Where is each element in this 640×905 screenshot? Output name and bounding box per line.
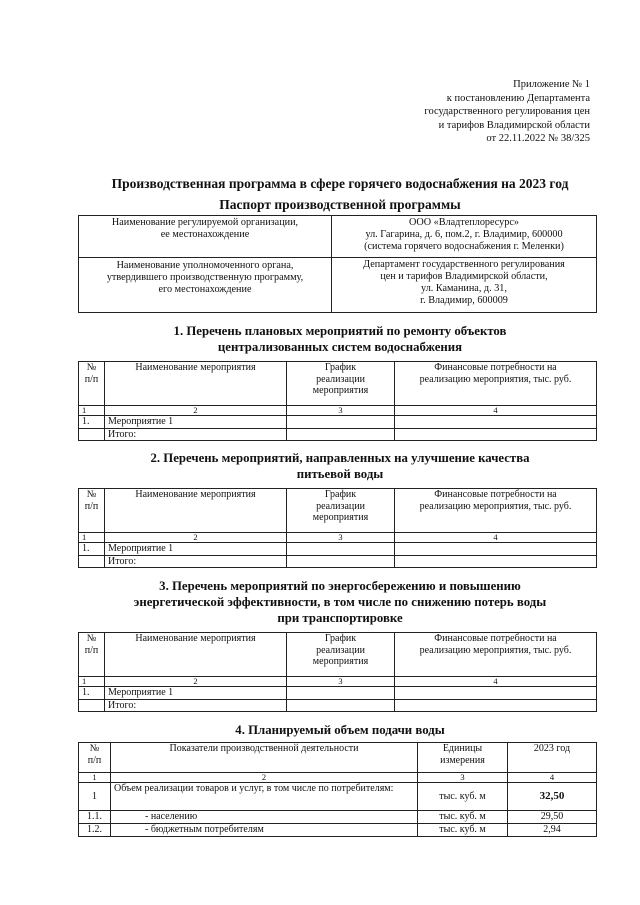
appendix-line: и тарифов Владимирской области: [438, 119, 590, 131]
appendix-line: государственного регулирования цен: [424, 106, 590, 117]
table-row: Итого:: [79, 699, 597, 712]
appendix-line: Приложение № 1: [513, 79, 590, 90]
appendix-block: [380, 78, 590, 146]
passport-label: Наименование регулируемой организации, ее местонахождение: [79, 216, 332, 258]
header-cell: 2023 год: [508, 743, 597, 773]
table-row: 1. Мероприятие 1: [79, 687, 597, 700]
header-cell: Наименование мероприятия: [105, 362, 287, 406]
header-cell: № п/п: [79, 489, 105, 533]
passport-row: [79, 216, 597, 258]
header-cell: Единицы измерения: [418, 743, 508, 773]
table-row: 1. Мероприятие 1: [79, 416, 597, 429]
header-cell: Показатели производственной деятельности: [111, 743, 418, 773]
header-cell: График реализации мероприятия: [287, 489, 395, 533]
document-title: Производственная программа в сфере горячего водоснабжения на 2023 год: [111, 176, 569, 191]
header-cell: Наименование мероприятия: [105, 633, 287, 677]
section1-heading: 1. Перечень плановых мероприятий по ремонту объектов централизованных систем водоснабжения: [173, 324, 507, 354]
section1-table: [78, 361, 597, 441]
passport-value: ООО «Владтеплоресурс» ул. Гагарина, д. 6, пом.2, г. Владимир, 600000 (система горячего водоснабжения г. Меленки): [332, 216, 597, 258]
column-number-row: 1 2 3 4: [79, 533, 597, 543]
header-cell: № п/п: [79, 362, 105, 406]
section3-heading: 3. Перечень мероприятий по энергосбережению и повышению энергетической эффективности, в том числе по снижению потерь воды при транспортировке: [133, 579, 547, 625]
section2-heading: 2. Перечень мероприятий, направленных на улучшение качества питьевой воды: [150, 451, 530, 481]
appendix-line: к постановлению Департамента: [446, 92, 590, 104]
passport-row: [79, 258, 597, 313]
table-row: 1. Мероприятие 1: [79, 543, 597, 556]
table-header-row: [79, 633, 597, 677]
passport-value: Департамент государственного регулирования цен и тарифов Владимирской области, ул. Каманина, д. 31, г. Владимир, 600009: [332, 258, 597, 313]
table-row: Итого:: [79, 555, 597, 568]
section4-heading: 4. Планируемый объем подачи воды: [235, 723, 445, 737]
header-cell: Финансовые потребности на реализацию мероприятия, тыс. руб.: [395, 362, 597, 406]
passport-heading: Паспорт производственной программы: [219, 197, 461, 212]
section4-table: [78, 742, 597, 837]
appendix-line: от 22.11.2022 № 38/325: [486, 133, 590, 144]
section3-table: [78, 632, 597, 712]
table-row: 1 Объем реализации товаров и услуг, в том числе по потребителям: тыс. куб. м 32,50: [79, 783, 597, 811]
table-row: 1.2. - бюджетным потребителям тыс. куб. м 2,94: [79, 824, 597, 837]
header-cell: Наименование мероприятия: [105, 489, 287, 533]
table-row: 1.1. - населению тыс. куб. м 29,50: [79, 811, 597, 824]
column-number-row: 1 2 3 4: [79, 677, 597, 687]
table-header-row: [79, 489, 597, 533]
header-cell: № п/п: [79, 743, 111, 773]
passport-label: Наименование уполномоченного органа, утвердившего производственную программу, его местонахождение: [79, 258, 332, 313]
passport-table: [78, 215, 597, 313]
header-cell: График реализации мероприятия: [287, 633, 395, 677]
section2-table: [78, 488, 597, 568]
table-header-row: [79, 743, 597, 773]
header-cell: Финансовые потребности на реализацию мероприятия, тыс. руб.: [395, 489, 597, 533]
table-row: Итого:: [79, 428, 597, 441]
header-cell: № п/п: [79, 633, 105, 677]
header-cell: График реализации мероприятия: [287, 362, 395, 406]
table-header-row: [79, 362, 597, 406]
header-cell: Финансовые потребности на реализацию мероприятия, тыс. руб.: [395, 633, 597, 677]
column-number-row: 1 2 3 4: [79, 406, 597, 416]
column-number-row: 1 2 3 4: [79, 773, 597, 783]
